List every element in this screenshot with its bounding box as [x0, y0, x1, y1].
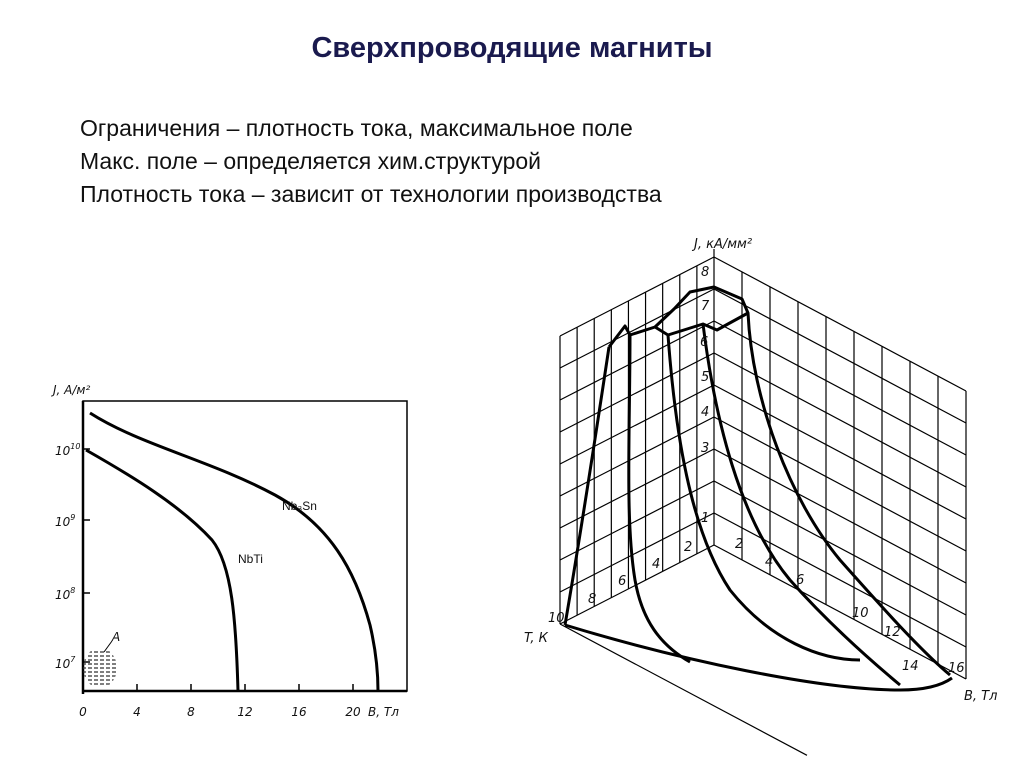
x-tick-label-8: 8 — [187, 705, 195, 719]
x-tick-label-12: 12 — [237, 705, 253, 719]
grid-right-horizontal — [714, 513, 966, 647]
b-tick-6: 6 — [796, 573, 805, 588]
nbti-label: NbTi — [238, 552, 263, 566]
j-tick-3: 3 — [701, 441, 710, 456]
t-tick-6: 6 — [618, 574, 627, 589]
bullet-line-current-density: Плотность тока – зависит от технологии производства — [80, 181, 662, 207]
nb3sn-label: Nb₃Sn — [282, 499, 317, 513]
chart-frame — [83, 401, 407, 691]
t-tick-2: 2 — [684, 540, 693, 555]
grid-left-horizontal — [560, 417, 714, 496]
grid-left-horizontal — [560, 385, 714, 464]
region-a-pointer — [104, 641, 112, 652]
bullet-line-max-field: Макс. поле – определяется хим.структурой — [80, 148, 542, 174]
critical-surface-diagram — [524, 237, 997, 755]
surface-edge-left — [565, 347, 609, 625]
b-tick-16: 16 — [948, 661, 965, 676]
t-tick-4: 4 — [652, 557, 661, 572]
x-tick-label-16: 16 — [291, 705, 307, 719]
b-tick-4: 4 — [765, 555, 774, 570]
slide-title: Сверхпроводящие магниты — [311, 32, 713, 64]
j-tick-1: 1 — [701, 511, 710, 526]
x-tick-label-20: 20 — [345, 705, 361, 719]
nbti-curve — [86, 450, 238, 691]
j-tick-5: 5 — [701, 370, 710, 385]
grid-right-horizontal — [714, 417, 966, 551]
t-axis-label: T, К — [524, 631, 548, 646]
x-tick-label-4: 4 — [133, 705, 141, 719]
bullet-line-limits: Ограничения – плотность тока, максимальное поле — [80, 115, 633, 141]
y-tick-label-1e9: $10^9$ — [55, 513, 76, 529]
surface-grid — [560, 249, 966, 755]
grid-right-horizontal — [714, 481, 966, 615]
b-tick-2: 2 — [735, 537, 744, 552]
floor-front-edge — [560, 624, 807, 755]
x-axis-label: B, Тл — [368, 705, 399, 719]
j-tick-7: 7 — [701, 299, 710, 314]
grid-right-horizontal — [714, 385, 966, 519]
grid-left-horizontal — [560, 353, 714, 432]
x-tick-label-0: 0 — [79, 705, 87, 719]
y-tick-label-1e8: $10^8$ — [55, 586, 76, 602]
b-tick-10: 10 — [852, 606, 869, 621]
b-axis-label: B, Тл — [964, 689, 998, 704]
t-tick-10: 10 — [548, 611, 565, 626]
y-axis-label: J, А/м² — [53, 383, 91, 397]
j-axis-label: J, кА/мм² — [694, 237, 753, 252]
j-tick-8: 8 — [701, 265, 710, 280]
grid-right-horizontal — [714, 257, 966, 391]
grid-right-horizontal — [714, 353, 966, 487]
y-tick-label-1e7: $10^7$ — [55, 655, 76, 671]
b-tick-14: 14 — [902, 659, 919, 674]
y-tick-label-1e10: $10^{10}$ — [55, 442, 81, 458]
critical-current-chart — [51, 383, 407, 719]
b-tick-12: 12 — [884, 625, 901, 640]
region-a-hatch — [82, 652, 120, 684]
j-tick-6: 6 — [700, 335, 709, 350]
nb3sn-curve — [90, 413, 378, 691]
region-a-label: A — [112, 630, 121, 644]
t-tick-8: 8 — [588, 592, 597, 607]
j-tick-4: 4 — [701, 405, 710, 420]
grid-left-horizontal — [560, 257, 714, 336]
